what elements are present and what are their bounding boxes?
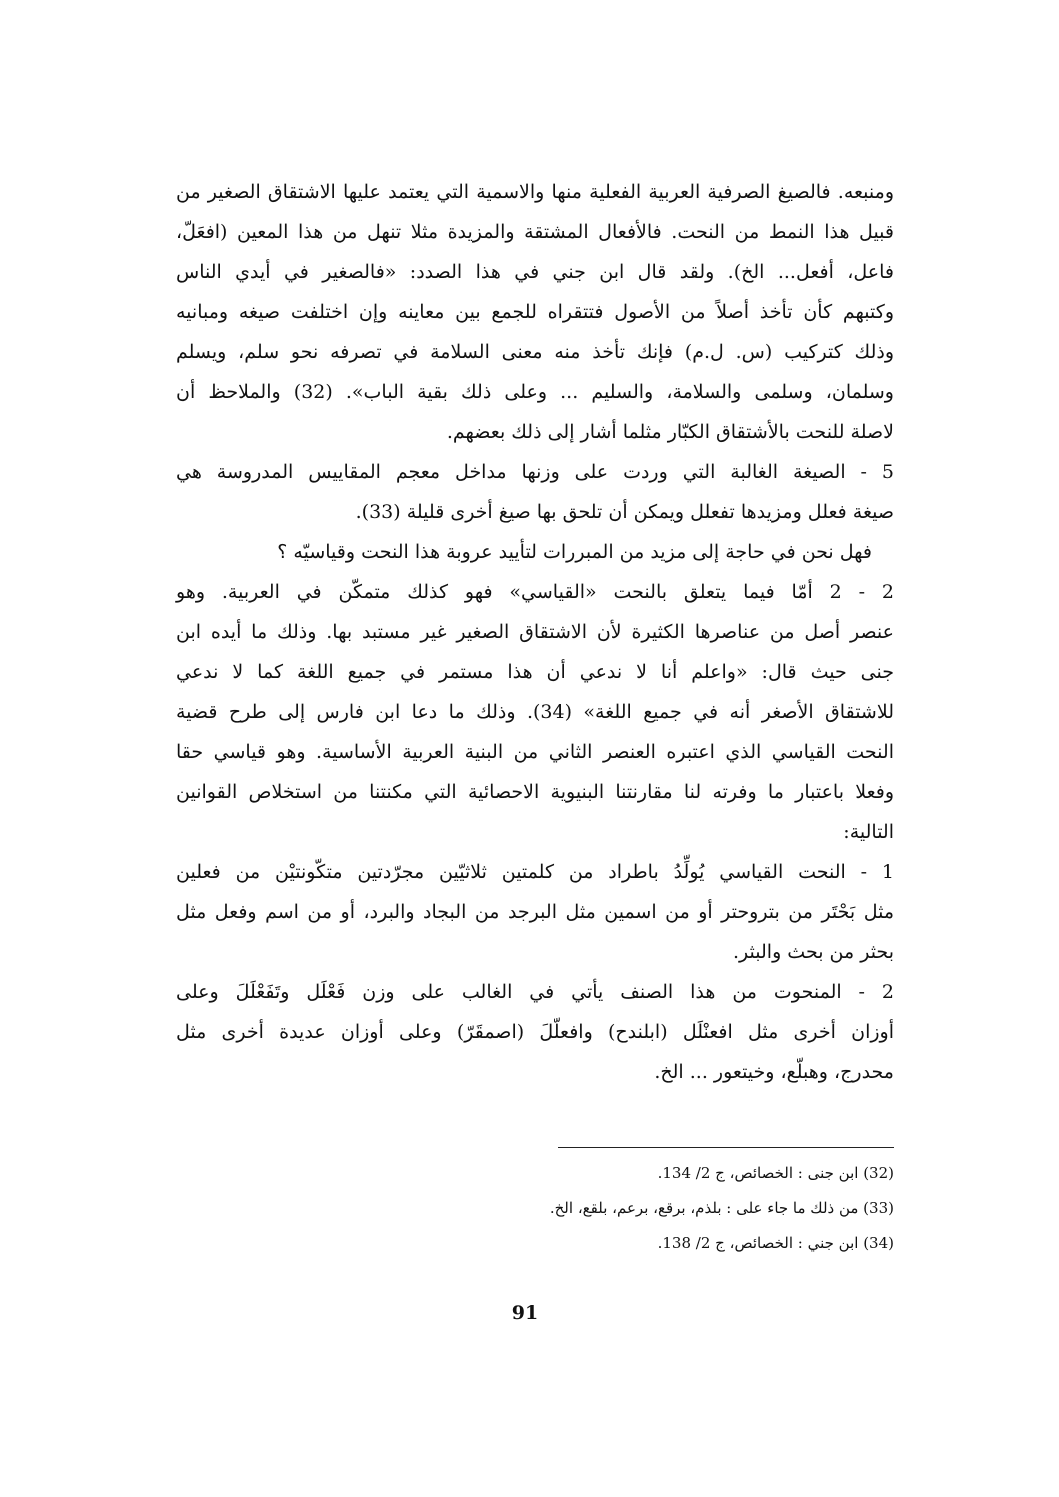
text-line: صيغة فعلل ومزيدها تفعلل ويمكن أن تلحق بها صيغ أخرى قليلة (33). [355, 501, 894, 523]
text-line: عنصر أصل من عناصرها الكثيرة لأن الاشتقاق الصغير غير مستبد بها. وذلك ما أيده ابن [176, 621, 894, 643]
text-line: النحت القياسي الذي اعتبره العنصر الثاني من البنية العربية الأساسية. وهو قياسي حقا [176, 741, 894, 763]
text-line: وكتبهم كأن تأخذ أصلاً من الأصول فتتقراه للجمع بين معاينه وإن اختلفت صيغه ومبانيه [176, 301, 894, 323]
text-line: فاعل، أفعل... الخ). ولقد قال ابن جني في هذا الصدد: «فالصغير في أيدي الناس [176, 261, 894, 283]
text-line: 5 - الصيغة الغالبة التي وردت على وزنها مداخل معجم المقاييس المدروسة هي [176, 461, 894, 483]
text-line: فهل نحن في حاجة إلى مزيد من المبررات لتأييد عروبة هذا النحت وقياسيّه ؟ [277, 541, 872, 563]
text-line: للاشتقاق الأصغر أنه في جميع اللغة» (34). وذلك ما دعا ابن فارس إلى طرح قضية [176, 701, 894, 723]
page-number: 91 [511, 1302, 539, 1324]
footnote-33: (33) من ذلك ما جاء على : بلذم، برقع، برعم، بلقع، الخ. [549, 1199, 894, 1217]
text-line: محدرج، وهبلّع، وخيتعور ... الخ. [654, 1061, 894, 1083]
footnote-34: (34) ابن جني : الخصائص، ج 2/ 138. [657, 1234, 894, 1252]
text-line: قبيل هذا النمط من النحت. فالأفعال المشتقة والمزيدة مثلا تنهل من هذا المعين (افعَلّ، [176, 221, 894, 243]
text-line: جنى حيث قال: «واعلم أنا لا ندعي أن هذا مستمر في جميع اللغة كما لا ندعي [176, 661, 894, 683]
body-text [176, 172, 894, 1092]
text-line: ومنبعه. فالصيغ الصرفية العربية الفعلية منها والاسمية التي يعتمد عليها الاشتقاق الصغير من [176, 181, 894, 203]
text-line: 2 - المنحوت من هذا الصنف يأتي في الغالب على وزن فَعْلَل وتَفَعْلَلَ وعلى [176, 981, 894, 1003]
text-line: أوزان أخرى مثل افعنْلَل (ابلندح) وافعلّلَ (اصمقَرّ) وعلى أوزان عديدة أخرى مثل [176, 1021, 894, 1043]
text-line: مثل بَحْتَر من بتروحتر أو من اسمين مثل البرجد من البجاد والبرد، أو من اسم وفعل مثل [176, 901, 894, 923]
footnote-32: (32) ابن جنى : الخصائص، ج 2/ 134. [657, 1164, 894, 1182]
text-line: 1 - النحت القياسي يُولِّدُ باطراد من كلمتين ثلاثيّين مجرّدتين متكّونتيْن من فعلين [176, 861, 894, 883]
text-line: لاصلة للنحت بالأشتقاق الكبّار مثلما أشار إلى ذلك بعضهم. [446, 421, 894, 443]
text-line: 2 - 2 أمّا فيما يتعلق بالنحت «القياسي» فهو كذلك متمكّن في العربية. وهو [176, 581, 894, 603]
footnote-separator [558, 1147, 894, 1148]
text-line: وسلمان، وسلمى والسلامة، والسليم ... وعلى ذلك بقية الباب». (32) والملاحظ أن [176, 381, 894, 403]
text-line: بحثر من بحث والبثر. [733, 941, 894, 963]
text-line: التالية: [843, 821, 894, 843]
text-line: وفعلا باعتبار ما وفرته لنا مقارنتنا البنيوية الاحصائية التي مكنتنا من استخلاص القوانين [176, 781, 894, 803]
text-line: وذلك كتركيب (س. ل.م) فإنك تأخذ منه معنى السلامة في تصرفه نحو سلم، ويسلم [176, 341, 894, 363]
footnotes [420, 1156, 894, 1261]
